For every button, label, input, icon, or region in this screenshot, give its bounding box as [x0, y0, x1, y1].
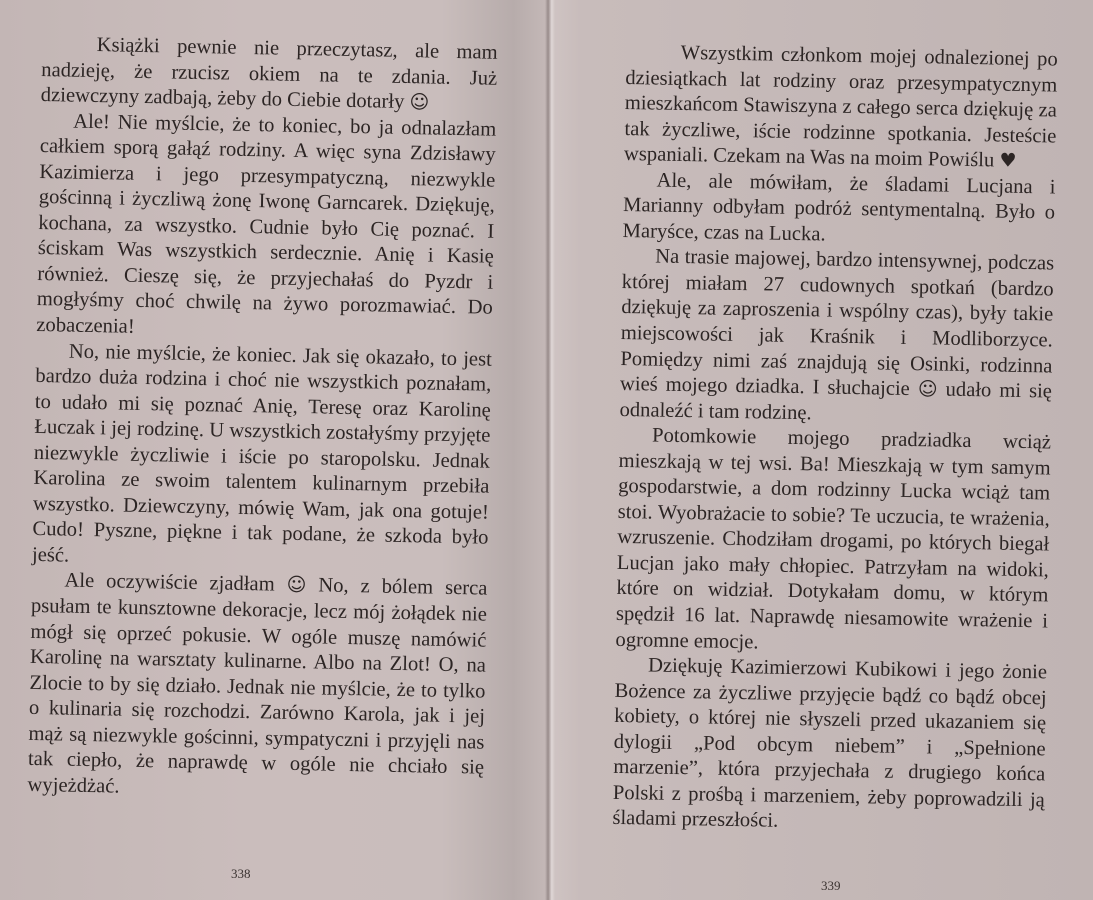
paragraph: [624, 40, 1058, 175]
right-page-text: [612, 40, 1058, 839]
paragraph: [619, 244, 1054, 430]
paragraph: [41, 32, 498, 117]
paragraph: [36, 109, 496, 348]
right-page: [548, 0, 1093, 900]
book-gutter: [545, 0, 555, 900]
smiley-icon: ☺: [917, 378, 938, 401]
page-number-left: 338: [231, 866, 251, 881]
paragraph-text: Ale, ale mówiłam, że śladami Lucjana i Marianny odbyłam podróż sentymentalną. Było o Maryśce, czas na Lucka.: [622, 169, 1056, 246]
paragraph-text: udało mi się odnaleźć i tam rodzinę.: [619, 378, 1053, 424]
paragraph: [615, 423, 1051, 660]
paragraph-text: Książki pewnie nie przeczytasz, ale mam nadzieję, że rzucisz okiem na te zdania. Już dziewczyny zadbają, żeby do Ciebie dotarły: [40, 34, 498, 114]
paragraph-text: Ale! Nie myślcie, że to koniec, bo ja odnalazłam całkiem sporą gałąź rodziny. A więc syna Zdzisławy Kazimierza i jego przesympatyczną, niezwykle gościnną i życzliwą żonę Iwonę Garncarek. Dziękuję, kochana, za wszystko. Cudnie było Cię poznać. I ściskam Was wszystkich serdecznie. Anię i Kasię również. Cieszę się, że przyjechałaś do Pyzdr i mogłyśmy choć chwilę na żywo porozmawiać. Do zobaczenia!: [36, 110, 497, 338]
paragraph-text: No, z bólem serca psułam te kunsztowne dekoracje, lecz mój żołądek nie mógł się oprzeć pokusie. W ogóle muszę namówić Karolinę na warsztaty kulinarne. Albo na Zlot! O, na Zlocie to by się działo. Jednak nie myślcie, że to tylko o kulinaria się rozchodzi. Zarówno Karola, jak i jej mąż są niezwykle gościnni, sympatyczni i przyjęli nas tak ciepło, że naprawdę w ogóle nie chciało się wyjeżdżać.: [27, 574, 488, 798]
paragraph: [32, 339, 492, 578]
paragraph-text: Dziękuję Kazimierzowi Kubikowi i jego żonie Bożence za życzliwe przyjęcie bądź co bądź obcej kobiety, o której nie słyszeli przed ukazaniem się dylogii „Pod obcym niebem” i „Spełnione marzenie”, która przyjechała z drugiego końca Polski z prośbą i marzeniem, żeby poprowadzili ją śladami przeszłości.: [612, 654, 1048, 833]
page-number-right: 339: [821, 878, 841, 893]
paragraph-text: Na trasie majowej, bardzo intensywnej, podczas której miałam 27 cudownych spotkań (bardzo dziękuję za zaproszenia i wspólny czas), były takie miejscowości jak Kraśnik i Modliborzyce. Pomiędzy nimi zaś znajdują się Osinki, rodzinna wieś mojego dziadka. I słuchajcie: [619, 245, 1055, 401]
paragraph-text: Ale oczywiście zjadłam: [64, 570, 287, 597]
paragraph: [622, 168, 1055, 252]
smiley-icon: ☺: [286, 574, 307, 597]
paragraph-text: No, nie myślcie, że koniec. Jak się okazało, to jest bardzo duża rodzina i choć nie wszystkich poznałam, to udało mi się poznać Anię, Teresę oraz Karolinę Łuczak i jej rodzinę. U wszystkich zostałyśmy przyjęte niezwykle życzliwie i iście po staropolsku. Jednak Karolina ze swoim talentem kulinarnym przebiła wszystko. Dziewczyny, mówię Wam, jak ona gotuje! Cudo! Pyszne, piękne i tak podane, że szkoda było jeść.: [31, 340, 493, 567]
paragraph-text: Wszystkim członkom mojej odnalezionej po dziesiątkach lat rodziny oraz przesympatycznym mieszkańcom Stawiszyna z całego serca dziękuję za tak życzliwe, iście rodzinne spotkania. Jesteście wspaniali. Czekam na Was na moim Powiślu: [623, 41, 1058, 172]
paragraph: [612, 653, 1047, 839]
paragraph-text: Potomkowie mojego pradziadka wciąż mieszkają w tej wsi. Ba! Mieszkają w tym samym gospodarstwie, a dom rodzinny Lucka wciąż tam stoi. Wyobrażacie to sobie? Te uczucia, te wrażenia, wzruszenie. Chodziłam drogami, po których biegał Lucjan jako mały chłopiec. Patrzyłam na widoki, które on widział. Dotykałam domu, w którym spędził 16 lat. Naprawdę niesamowite wrażenie i ogromne emocje.: [615, 424, 1052, 653]
smiley-icon: ☺: [409, 91, 430, 114]
left-page-text: [27, 32, 498, 807]
paragraph: [27, 568, 487, 807]
heart-icon: ♥: [999, 149, 1017, 173]
